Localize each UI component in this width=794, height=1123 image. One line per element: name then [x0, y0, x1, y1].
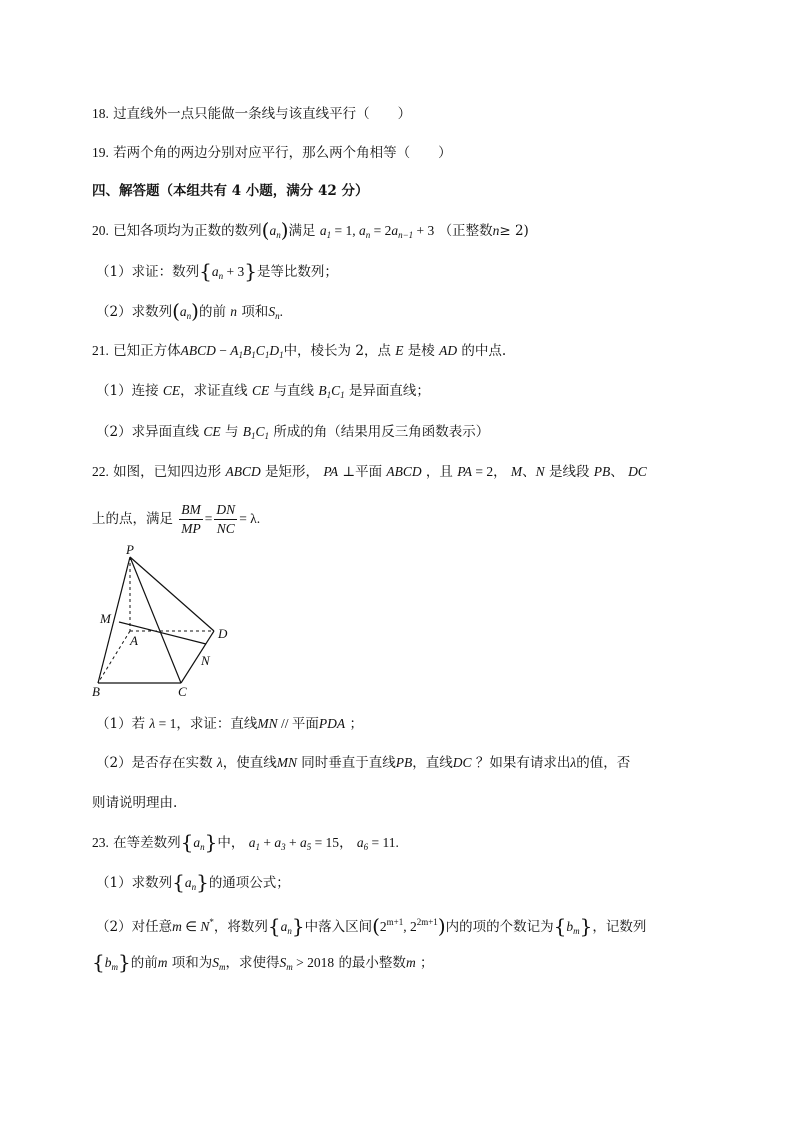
part-text-2: 与 [224, 424, 239, 440]
part-text-6: 的值，否 [576, 755, 631, 771]
part-text-5: ？如果有请求出 [475, 755, 571, 771]
label-P: P [126, 543, 134, 557]
math-CE: CE [162, 383, 181, 398]
math-DC: DC [452, 755, 472, 770]
part-text-5: ； [419, 955, 434, 971]
q22-part2-line2: 则请说明理由. [92, 795, 178, 811]
math-seq-an: $\{a_n\}$ [180, 830, 218, 854]
question-20 [92, 220, 529, 245]
part-text-3: 平面 [291, 716, 319, 732]
math-recurrence: $a_1 = 1$, $a_n = 2a_{n-1} + 3$ [319, 223, 435, 240]
math-PA-eq-2: PA = 2 [457, 464, 494, 479]
q21-part1 [96, 381, 430, 405]
question-number: 22. [92, 464, 109, 479]
math-ABCD: ABCD [386, 464, 422, 479]
math-Sm: $S_m$ [212, 955, 226, 972]
math-MN: MN [257, 716, 278, 731]
math-n: n [492, 223, 500, 238]
question-number: 19. [92, 145, 109, 160]
part-text-2: ，将数列 [213, 919, 268, 935]
part-text-2: 是等比数列； [256, 264, 338, 280]
math-ABCD: ABCD [225, 464, 261, 479]
q23-part1 [96, 872, 290, 897]
q23-part2-line2 [92, 952, 433, 977]
question-number: 20. [92, 223, 109, 238]
math-CE: CE [203, 424, 221, 439]
part-text-4: 是异面直线； [348, 383, 430, 399]
label-N: N [201, 653, 210, 668]
sep: 、 [522, 464, 536, 480]
math-seq-bm: $\{b_m\}$ [92, 950, 131, 974]
part-text: （1）求数列 [96, 875, 173, 891]
math-AD: AD [439, 343, 458, 358]
question-text-3: 是棱 [407, 343, 435, 359]
pyramid-figure [90, 543, 240, 699]
q20-part2 [96, 301, 283, 326]
fraction-DN-NC: $\frac{DN}{NC}$ [216, 502, 236, 536]
question-text-5: 是线段 [548, 464, 590, 480]
part-text-3: 中落入区间 [304, 919, 373, 935]
math-CE: CE [251, 383, 270, 398]
math-lambda-eq-1: λ = 1 [149, 716, 177, 731]
math-lambda: λ [570, 755, 577, 770]
edge-AB-hidden [98, 631, 130, 683]
question-text-4: ≥ 2) [499, 223, 529, 239]
math-a6-eq: $a_6 = 11$. [356, 835, 399, 852]
question-number: 23. [92, 835, 109, 850]
part-text-3: 所成的角（结果用反三角函数表示） [273, 424, 490, 440]
label-A: A [130, 633, 138, 648]
part-text: （2）求数列 [96, 304, 173, 320]
part-text-4: ； [349, 716, 363, 732]
math-n: n [230, 304, 238, 319]
q23-part2 [96, 912, 646, 941]
comma: ， [493, 464, 507, 480]
math-interval: ($2^{m+1}$, $2^{2m+1}$) [372, 914, 446, 938]
math-Sm-gt-2018: $S_m > 2018$ [279, 955, 335, 972]
label-M: M [100, 611, 111, 626]
question-text-4: ，且 [425, 464, 453, 480]
question-number: 21. [92, 343, 109, 358]
part-text-2: 的前 [198, 304, 226, 320]
part-text-3: ，求使得 [225, 955, 280, 971]
label-C: C [178, 684, 187, 699]
math-m: m [157, 955, 168, 970]
question-23: 23. 在等差数列$\{a_n\}$中， $a_1 + a_3 + a_5 = 15$， $a_6 = 11$. [92, 830, 399, 854]
question-text: 过直线外一点只能做一条线与该直线平行（ [113, 106, 370, 122]
question-text-4: 的中点. [461, 343, 507, 359]
part-text-2: ，求证直线 [180, 383, 248, 399]
edge-PC [130, 557, 181, 683]
question-text-2: 满足 [288, 223, 316, 239]
question-text-2: 是矩形， [265, 464, 320, 480]
question-text: 上的点，满足 [92, 511, 173, 527]
math-PA: PA [323, 464, 339, 479]
math-PB: PB [395, 755, 413, 770]
math-E: E [395, 343, 404, 358]
q20-part1 [96, 261, 338, 286]
question-22 [92, 462, 647, 482]
part-text-2: ，求证：直线 [176, 716, 258, 732]
math-PDA: PDA [318, 716, 346, 731]
math-N: N [535, 464, 545, 479]
question-text-2: 中， [217, 835, 245, 851]
label-D: D [218, 626, 228, 641]
close-paren: ） [397, 106, 412, 122]
part-text-2: 的通项公式； [208, 875, 290, 891]
part-text-4: 的最小整数 [338, 955, 406, 971]
math-seq-an-plus-3: $\{a_n + 3\}$ [199, 259, 257, 283]
question-19 [92, 143, 452, 163]
math-B1C1: $B_1C_1$ [242, 424, 270, 441]
part-text: （1）连接 [96, 383, 159, 399]
math-M: M [510, 464, 523, 479]
part-text: （2）对任意 [96, 919, 173, 935]
q22-part1: （1）若 λ = 1，求证：直线MN // 平面PDA ； [96, 716, 363, 732]
q22-part2 [96, 753, 630, 773]
part-text-4: ，直线 [412, 755, 453, 771]
question-text: 如图，已知四边形 [113, 464, 222, 480]
question-text-2: 中，棱长为 2，点 [283, 343, 391, 359]
question-21 [92, 341, 506, 365]
question-text: 在等差数列 [113, 835, 181, 851]
math-seq-an: $\{a_n\}$ [267, 914, 305, 938]
question-text: 已知正方体 [113, 343, 181, 359]
label-B: B [92, 684, 100, 699]
question-text-3: ⊥平面 [342, 464, 383, 480]
sep-2: 、 [610, 464, 624, 480]
question-text: 若两个角的两边分别对应平行，那么两个角相等（ [113, 145, 411, 161]
part-text: （2）求异面直线 [96, 424, 200, 440]
part-text-3: 项和 [241, 304, 269, 320]
question-text-3: （正整数 [438, 223, 493, 239]
question-18 [92, 104, 411, 124]
part-text: （1）求证：数列 [96, 264, 200, 280]
part-text: （1）若 [96, 716, 146, 732]
part-text-4: 内的项的个数记为 [445, 919, 554, 935]
part-text-3: 同时垂直于直线 [301, 755, 396, 771]
math-seq-bm: $\{b_m\}$ [553, 914, 593, 938]
part-text-3: 与直线 [273, 383, 315, 399]
close-paren: ） [438, 145, 452, 161]
q21-part2 [96, 422, 489, 446]
math-PB: PB [593, 464, 611, 479]
math-m: m [405, 955, 416, 970]
math-cube: ABCD − $A_1B_1C_1D_1$ [180, 343, 284, 360]
math-DC: DC [628, 464, 647, 479]
math-seq-an: $(a_n)$ [261, 218, 289, 242]
math-sum-eq: $a_1 + a_3 + a_5 = 15$ [248, 835, 340, 852]
math-B1C1: $B_1C_1$ [318, 383, 345, 400]
question-number: 18. [92, 106, 109, 121]
math-MN: MN [276, 755, 297, 770]
math-seq-an: $(a_n)$ [172, 299, 199, 323]
q22-stem-line2: 上的点，满足 $\frac{BM}{MP}$ = $\frac{DN}{NC}$ = λ. [92, 502, 261, 536]
section-title: 四、解答题（本组共有 4 小题，满分 42 分） [92, 183, 369, 199]
part-text-2: ，使直线 [222, 755, 277, 771]
math-sn: $S_n$. [268, 304, 283, 321]
part-text-5: ，记数列 [592, 919, 647, 935]
part-text-2: 项和为 [171, 955, 213, 971]
math-m-in-N: m ∈ N* [172, 917, 214, 934]
part-text: （2）是否存在实数 [96, 755, 213, 771]
edge-PD [130, 557, 214, 631]
math-seq-an: $\{a_n\}$ [172, 870, 209, 894]
question-text: 已知各项均为正数的数列 [113, 223, 262, 239]
math-lambda: λ [216, 755, 223, 770]
part-text: 的前 [130, 955, 158, 971]
fraction-BM-MP: $\frac{BM}{MP}$ [181, 502, 201, 536]
